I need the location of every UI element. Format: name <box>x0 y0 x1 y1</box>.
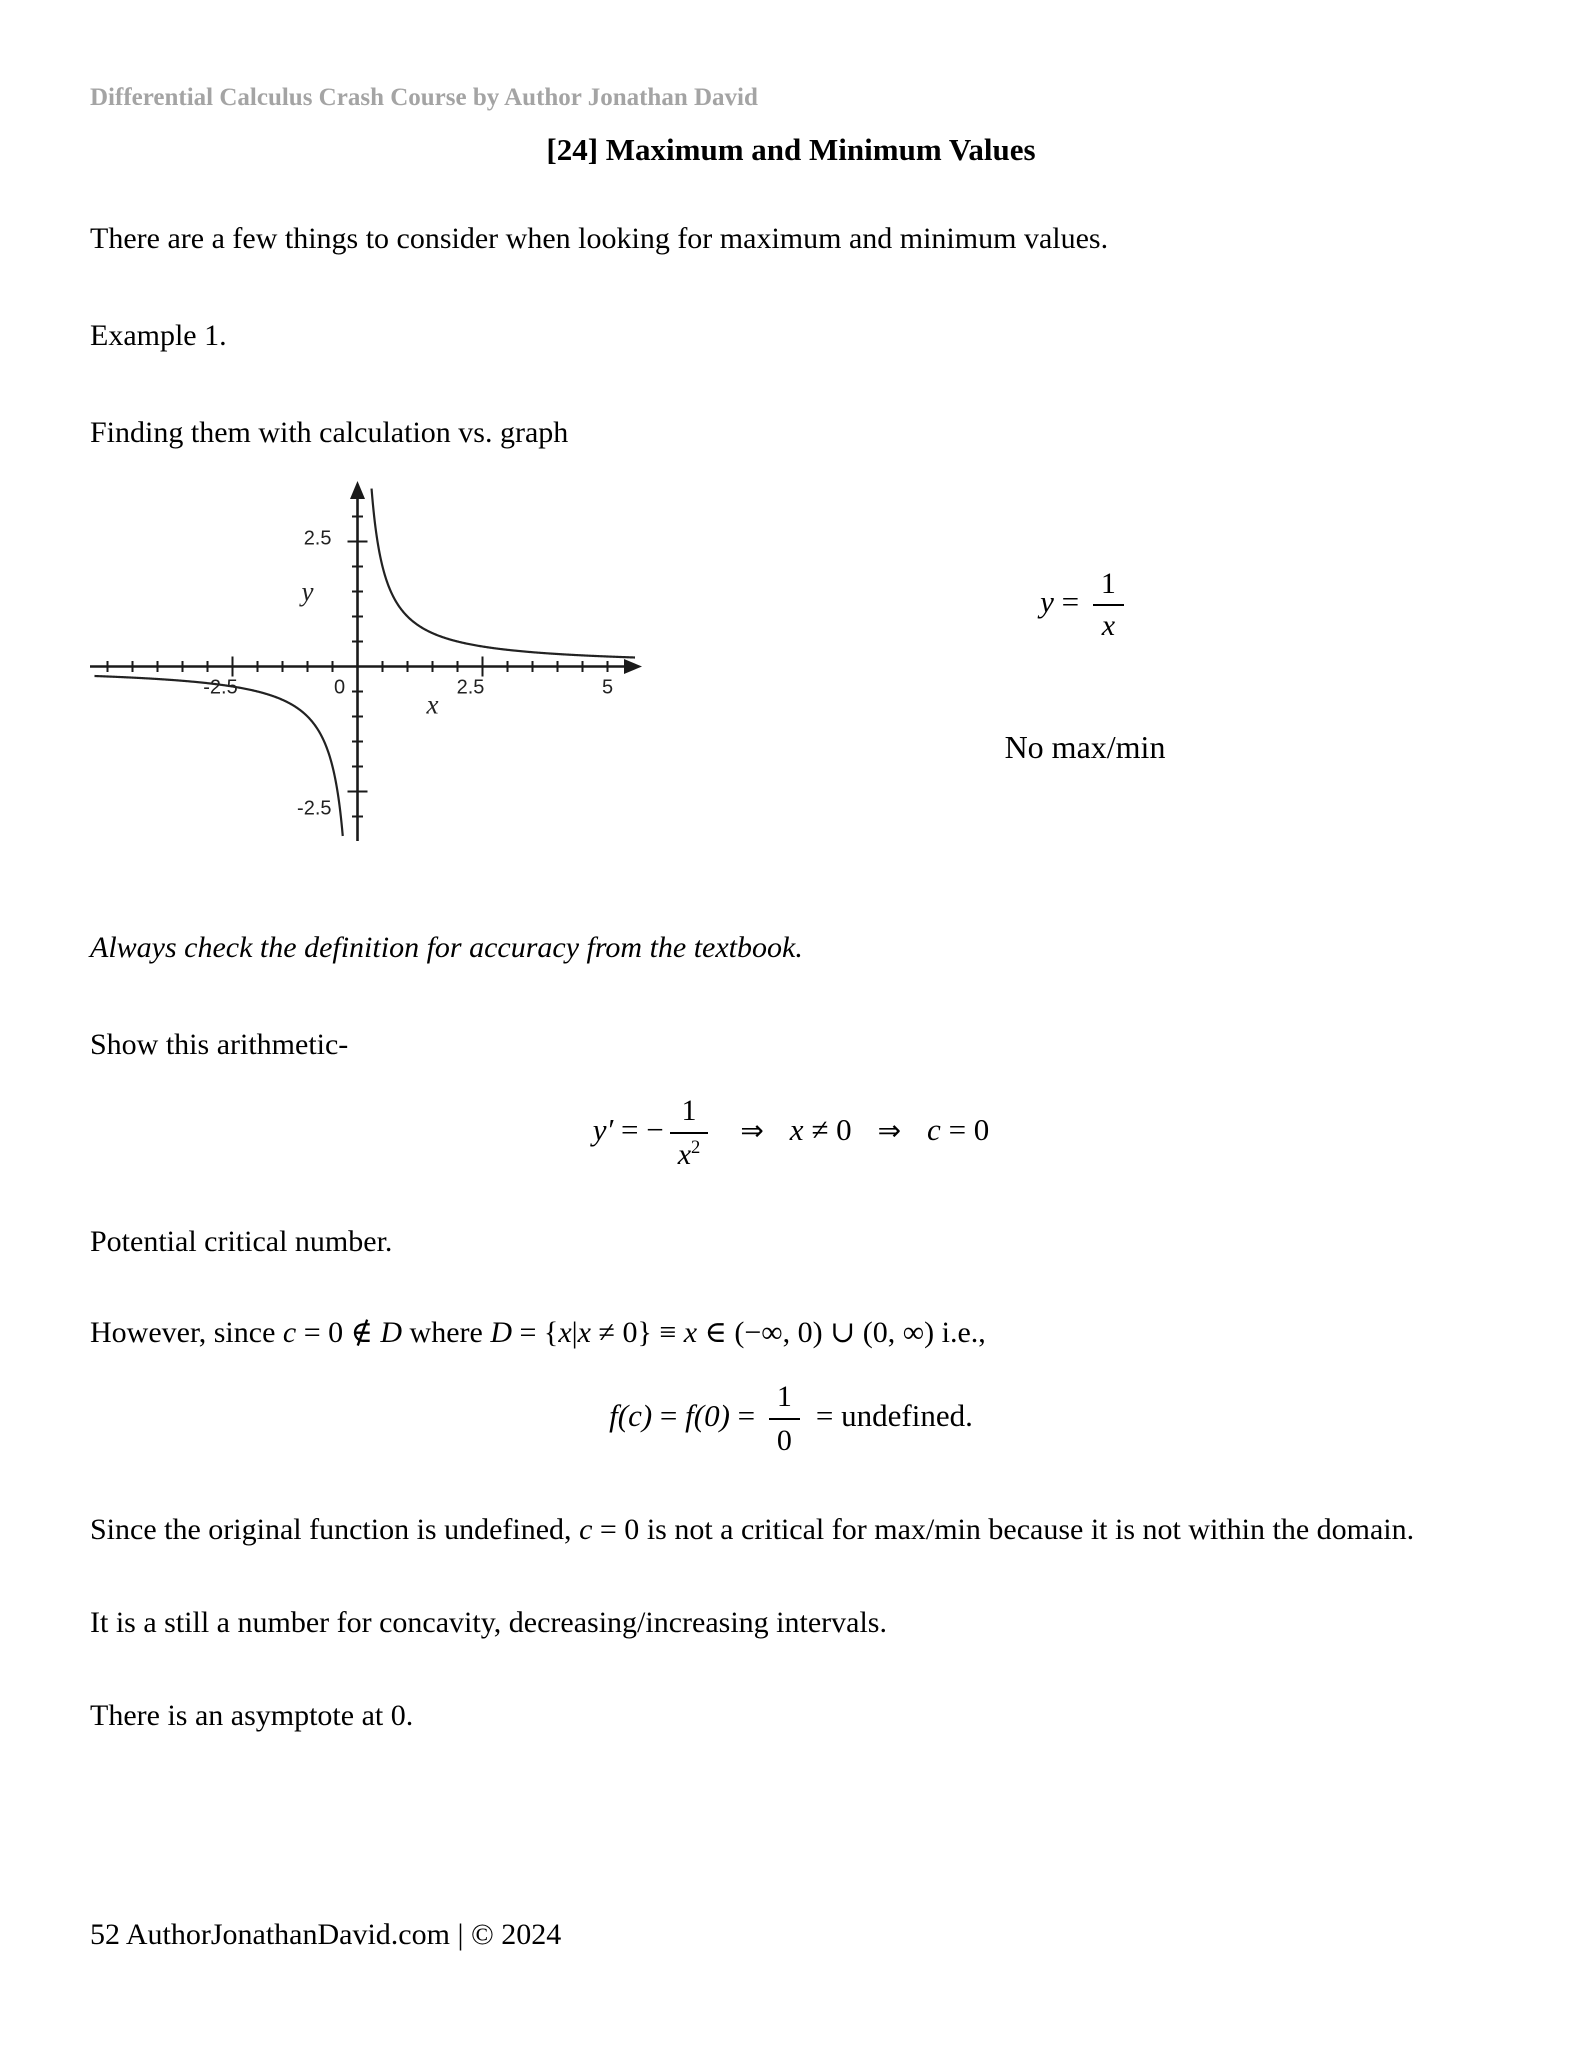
equals: = <box>729 1398 763 1434</box>
finding-line: Finding them with calculation vs. graph <box>90 416 569 449</box>
den-exponent: 2 <box>691 1137 701 1158</box>
eq-var-x: x <box>789 1112 804 1148</box>
math-segment: | <box>571 1316 578 1349</box>
fraction-numerator: 1 <box>769 1379 800 1420</box>
var-x: x <box>683 1316 698 1349</box>
graph-row <box>90 479 1492 849</box>
however-paragraph <box>90 1310 1492 1355</box>
example-label: Example 1. <box>90 319 227 352</box>
side-equation <box>960 567 1210 643</box>
implies-arrow: ⇒ <box>740 1114 764 1148</box>
y-tick-label: -2.5 <box>297 797 332 820</box>
eq-zero: = 0 <box>940 1112 990 1148</box>
fraction-denominator <box>670 1134 709 1173</box>
equals: = <box>652 1398 686 1434</box>
text-segment: Since the original function is undefined, <box>90 1513 580 1546</box>
x-axis-label: x <box>426 689 439 720</box>
y-tick-label: 2.5 <box>303 527 332 550</box>
text-segment: However, since <box>90 1316 283 1349</box>
var-c: c <box>579 1513 593 1546</box>
italic-note: Always check the definition for accuracy from the textbook. <box>90 931 803 964</box>
concavity-line: It is a still a number for concavity, decreasing/increasing intervals. <box>90 1606 887 1639</box>
var-D: D <box>380 1316 403 1349</box>
var-x: x <box>577 1316 591 1349</box>
graph-wrap <box>85 479 645 849</box>
x-tick-label: -2.5 <box>203 676 238 699</box>
asymptote-line: There is an asymptote at 0. <box>90 1699 414 1732</box>
derivative-equation <box>90 1093 1492 1173</box>
math-segment: ≠ 0} ≡ <box>591 1316 684 1349</box>
graph-side-column <box>960 479 1210 766</box>
f-of-zero: f(0) <box>685 1398 730 1434</box>
den-base: x <box>677 1138 692 1171</box>
x-axis-arrow <box>624 659 642 674</box>
x-tick-label: 2.5 <box>456 676 485 699</box>
var-D: D <box>490 1316 512 1349</box>
page-footer: 52 AuthorJonathanDavid.com | © 2024 <box>90 1918 562 1951</box>
intro-paragraph: There are a few things to consider when looking for maximum and minimum values. <box>90 222 1109 255</box>
eq-var-yprime: y′ <box>592 1112 614 1148</box>
page-title: [24] Maximum and Minimum Values <box>546 132 1036 167</box>
fc-equation <box>90 1379 1492 1459</box>
implies-arrow: ⇒ <box>877 1114 902 1148</box>
eq-equals: = <box>1053 584 1087 620</box>
no-max-min-note: No max/min <box>1004 729 1166 765</box>
math-segment: ∈ (−∞, 0) ∪ (0, ∞) <box>697 1316 935 1349</box>
eq-minus: = − <box>613 1112 664 1148</box>
f-of-c: f(c) <box>609 1398 653 1434</box>
document-header: Differential Calculus Crash Course by Author Jonathan David <box>90 84 758 111</box>
fraction <box>670 1093 709 1173</box>
x-tick-label: 5 <box>601 676 614 699</box>
math-segment: = { <box>512 1316 559 1349</box>
x-tick-label: 0 <box>333 676 346 699</box>
text-segment: i.e., <box>934 1316 986 1349</box>
potential-line: Potential critical number. <box>90 1225 393 1258</box>
math-segment: = 0 <box>592 1513 640 1546</box>
since-paragraph <box>90 1507 1492 1552</box>
fraction-denominator: 0 <box>776 1424 792 1457</box>
var-c: c <box>282 1316 297 1349</box>
y-axis-arrow <box>350 481 365 499</box>
eq-var-c: c <box>927 1112 941 1148</box>
fraction <box>769 1379 800 1459</box>
math-segment: = 0 ∉ <box>296 1316 381 1349</box>
fraction-numerator: 1 <box>1093 567 1124 606</box>
text-segment: is not a critical for max/min because it is not within the domain. <box>639 1513 1415 1546</box>
hyperbola-graph <box>85 479 645 844</box>
var-x: x <box>558 1316 572 1349</box>
fraction <box>1093 567 1124 643</box>
eq-var-y: y <box>1040 584 1054 620</box>
neq-zero: ≠ 0 <box>803 1112 852 1148</box>
fraction-denominator: x <box>1101 609 1116 642</box>
fraction-numerator: 1 <box>670 1093 709 1134</box>
curve-branch <box>372 489 635 658</box>
y-axis-label: y <box>301 576 314 607</box>
undefined-text: = undefined. <box>815 1398 973 1434</box>
text-segment: where <box>402 1316 491 1349</box>
show-arithmetic-line: Show this arithmetic- <box>90 1028 349 1061</box>
